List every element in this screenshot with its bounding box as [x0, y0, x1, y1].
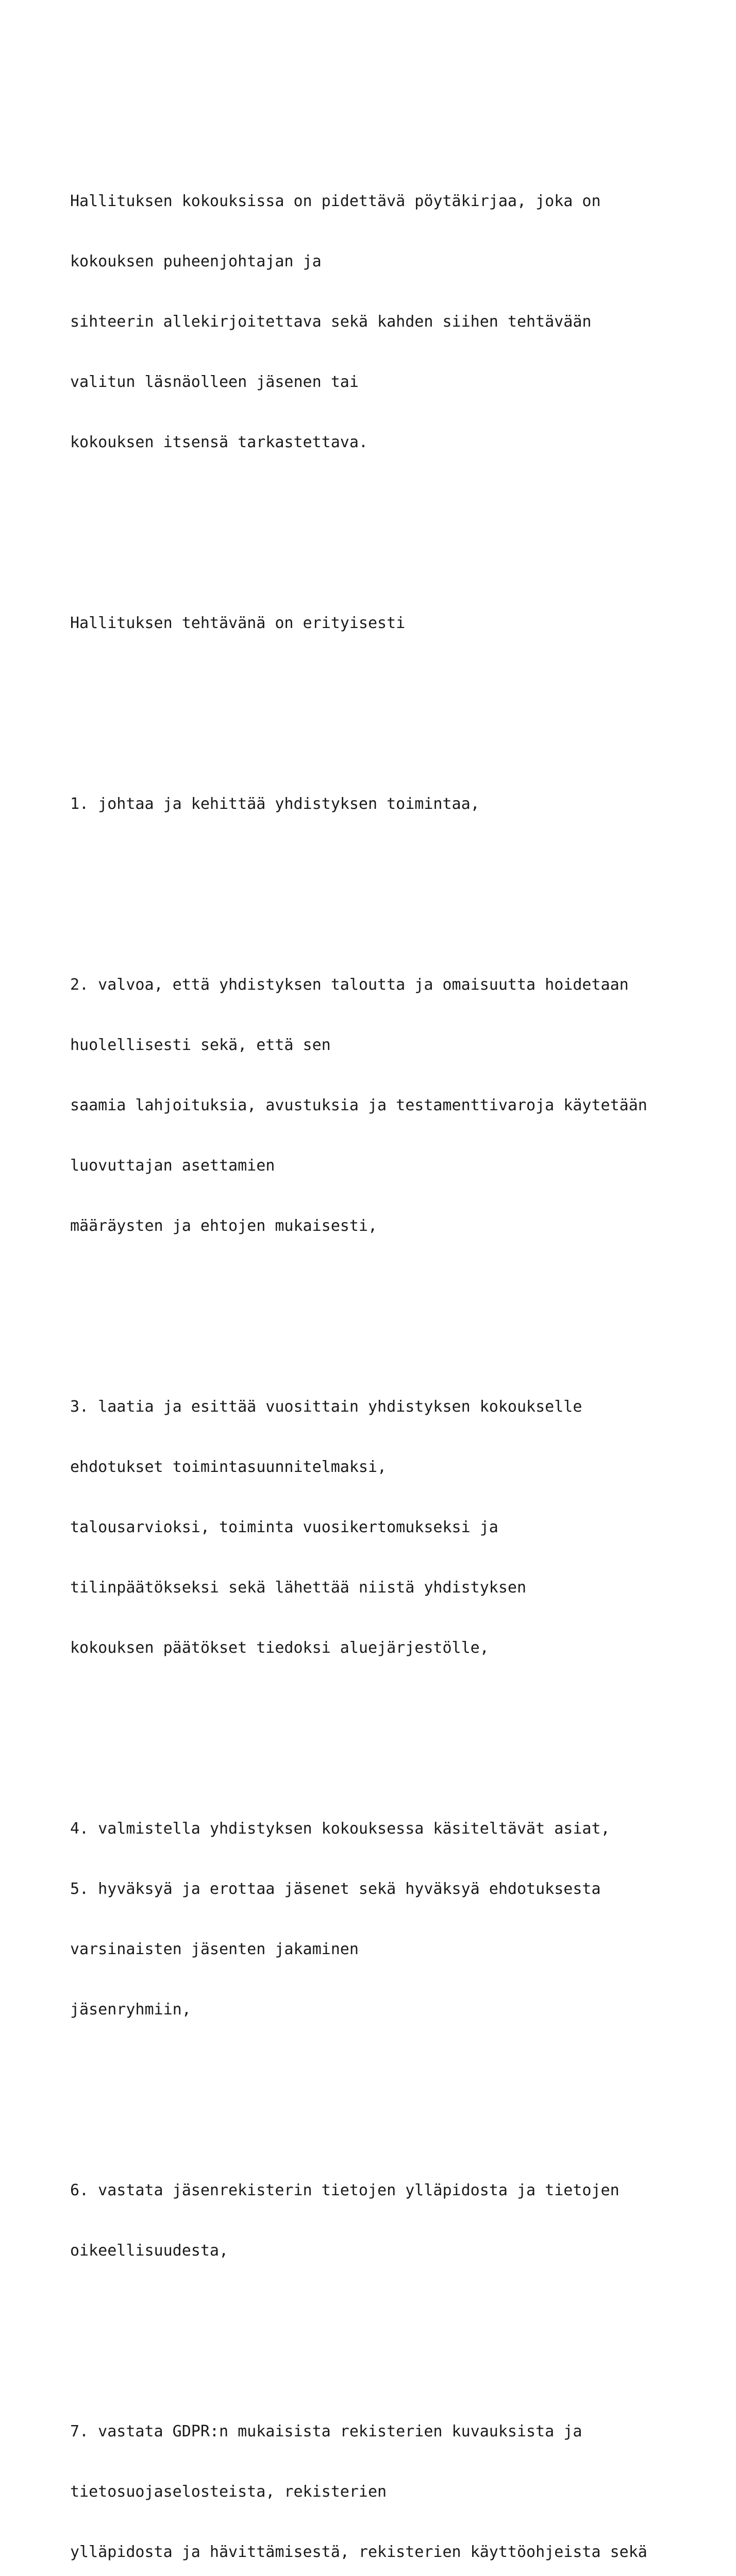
text-line: 7. vastata GDPR:n mukaisista rekisterien kuvauksista ja: [70, 2422, 582, 2441]
document-body: [70, 91, 720, 2576]
text-line: Hallituksen kokouksissa on pidettävä pöytäkirjaa, joka on: [70, 192, 601, 210]
text-line: 6. vastata jäsenrekisterin tietojen ylläpidosta ja tietojen: [70, 2181, 620, 2199]
text-line: 1. johtaa ja kehittää yhdistyksen toimintaa,: [70, 795, 480, 813]
text-line: 5. hyväksyä ja erottaa jäsenet sekä hyväksyä ehdotuksesta: [70, 1880, 601, 1898]
text-line: kokouksen päätökset tiedoksi aluejärjestölle,: [70, 1639, 489, 1657]
text-line: ehdotukset toimintasuunnitelmaksi,: [70, 1458, 387, 1476]
text-line: oikeellisuudesta,: [70, 2242, 229, 2260]
text-line: saamia lahjoituksia, avustuksia ja testamenttivaroja käytetään: [70, 1096, 647, 1114]
paragraph-minutes: [70, 151, 720, 493]
list-item-3: [70, 1357, 720, 1698]
text-line: luovuttajan asettamien: [70, 1157, 275, 1175]
text-line: ylläpidosta ja hävittämisestä, rekisterien käyttöohjeista sekä: [70, 2543, 647, 2561]
paragraph-duties-heading: [70, 573, 720, 673]
list-item-4-5: [70, 1778, 720, 2060]
text-line: Hallituksen tehtävänä on erityisesti: [70, 614, 406, 632]
list-item-2: [70, 935, 720, 1276]
text-line: talousarvioksi, toiminta vuosikertomukseksi ja: [70, 1518, 498, 1536]
text-line: 2. valvoa, että yhdistyksen taloutta ja omaisuutta hoidetaan: [70, 976, 629, 994]
text-line: tilinpäätökseksi sekä lähettää niistä yhdistyksen: [70, 1579, 527, 1597]
list-item-1: [70, 754, 720, 854]
list-item-7: [70, 2381, 720, 2576]
text-line: varsinaisten jäsenten jakaminen: [70, 1940, 359, 1958]
text-line: määräysten ja ehtojen mukaisesti,: [70, 1217, 378, 1235]
text-line: kokouksen itsensä tarkastettava.: [70, 433, 368, 451]
text-line: 4. valmistella yhdistyksen kokouksessa käsiteltävät asiat,: [70, 1820, 610, 1838]
list-item-6: [70, 2140, 720, 2301]
text-line: jäsenryhmiin,: [70, 2001, 191, 2019]
text-line: 3. laatia ja esittää vuosittain yhdistyksen kokoukselle: [70, 1398, 582, 1416]
text-line: tietosuojaselosteista, rekisterien: [70, 2483, 387, 2501]
text-line: huolellisesti sekä, että sen: [70, 1036, 331, 1054]
text-line: kokouksen puheenjohtajan ja: [70, 252, 322, 270]
text-line: valitun läsnäolleen jäsenen tai: [70, 373, 359, 391]
text-line: sihteerin allekirjoitettava sekä kahden siihen tehtävään: [70, 313, 592, 331]
